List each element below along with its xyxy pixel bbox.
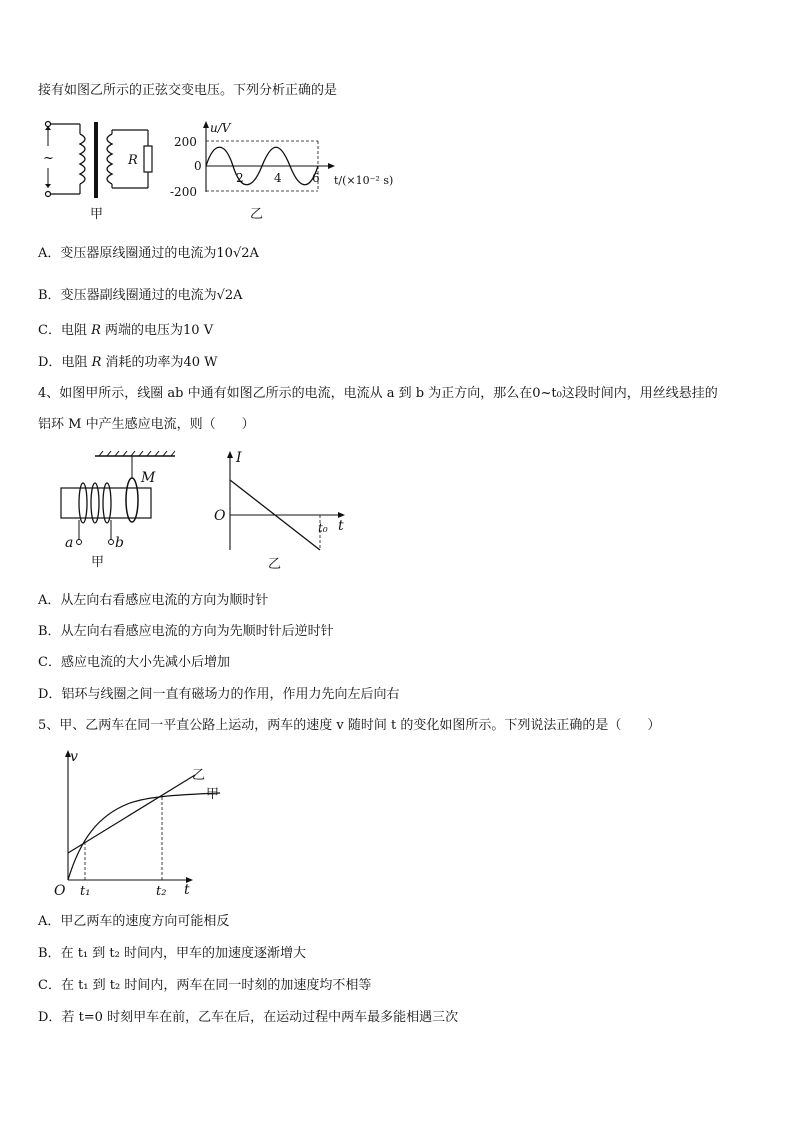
y-tick-0: 0 [194,159,202,173]
q3-stem: 接有如图乙所示的正弦交变电压。下列分析正确的是 [38,83,338,98]
q5-stem: 5、甲、乙两车在同一平直公路上运动，两车的速度 v 随时间 t 的变化如图所示。下列说法正确的是（ ） [38,718,661,733]
q4-stem-line1: 4、如图甲所示，线圈 ab 中通有如图乙所示的电流，电流从 a 到 b 为正方向，那么在0~t₀这段时间内，用丝线悬挂的 [38,386,718,401]
y-axis-label: u/V [210,121,231,135]
q3-voltage-graph [170,118,395,224]
x-tick-4: 4 [274,171,282,185]
q4-current-graph [208,450,358,575]
t2-label: t₂ [156,884,167,899]
y-tick-200: 200 [174,135,197,149]
resistor [144,146,152,172]
q5-option-a[interactable]: A．甲乙两车的速度方向可能相反 [38,914,230,929]
terminal-a: a [65,535,74,551]
q5-option-d[interactable]: D．若 t=0 时刻甲车在前，乙车在后，在运动过程中两车最多能相遇三次 [38,1010,459,1025]
ring-label: M [141,470,156,486]
terminal-b: b [115,535,124,551]
y-tick-neg200: -200 [170,185,197,199]
q4-option-a[interactable]: A．从左向右看感应电流的方向为顺时针 [38,593,269,608]
x-tick-2: 2 [236,171,244,185]
q3-option-c[interactable]: C．电阻 R 两端的电压为10 V [38,323,214,338]
resistor-label: R [128,153,138,168]
t-axis-label: t [338,518,344,534]
q5-option-c[interactable]: C．在 t₁ 到 t₂ 时间内，两车在同一时刻的加速度均不相等 [38,978,372,993]
q3-option-d[interactable]: D．电阻 R 消耗的功率为40 W [38,355,218,370]
v-axis-label: v [70,749,78,765]
label-jia: 甲 [206,787,220,802]
q4-option-d[interactable]: D．铝环与线圈之间一直有磁场力的作用，作用力先向左后向右 [38,687,400,702]
fig-jia-caption: 甲 [90,207,104,222]
origin-label: O [214,508,226,524]
label-yi: 乙 [192,768,206,783]
t1-label: t₁ [80,884,91,899]
t0-label: t₀ [318,521,328,535]
x-tick-6: 6 [312,171,320,185]
t-axis-label: t [184,882,190,898]
q4-stem-line2: 铝环 M 中产生感应电流，则（ ） [38,417,255,432]
ac-source-symbol: ~ [43,151,54,166]
q3-option-a[interactable]: A．变压器原线圈通过的电流为10√2A [38,246,259,261]
origin-label: O [54,883,66,899]
x-axis-label: t/(×10⁻² s) [334,174,394,187]
fig-yi-caption: 乙 [268,557,282,572]
q5-option-b[interactable]: B．在 t₁ 到 t₂ 时间内，甲车的加速度逐渐增大 [38,946,306,961]
i-axis-label: I [236,450,242,466]
q3-transformer-figure [40,118,160,224]
q4-option-b[interactable]: B．从左向右看感应电流的方向为先顺时针后逆时针 [38,624,334,639]
fig-yi-caption: 乙 [250,207,264,222]
fig-jia-caption: 甲 [91,555,105,570]
q5-velocity-graph [50,745,240,900]
q4-coil-figure [55,450,185,575]
q4-option-c[interactable]: C．感应电流的大小先减小后增加 [38,655,230,670]
line-yi [68,775,195,853]
q3-option-b[interactable]: B．变压器副线圈通过的电流为√2A [38,288,243,303]
